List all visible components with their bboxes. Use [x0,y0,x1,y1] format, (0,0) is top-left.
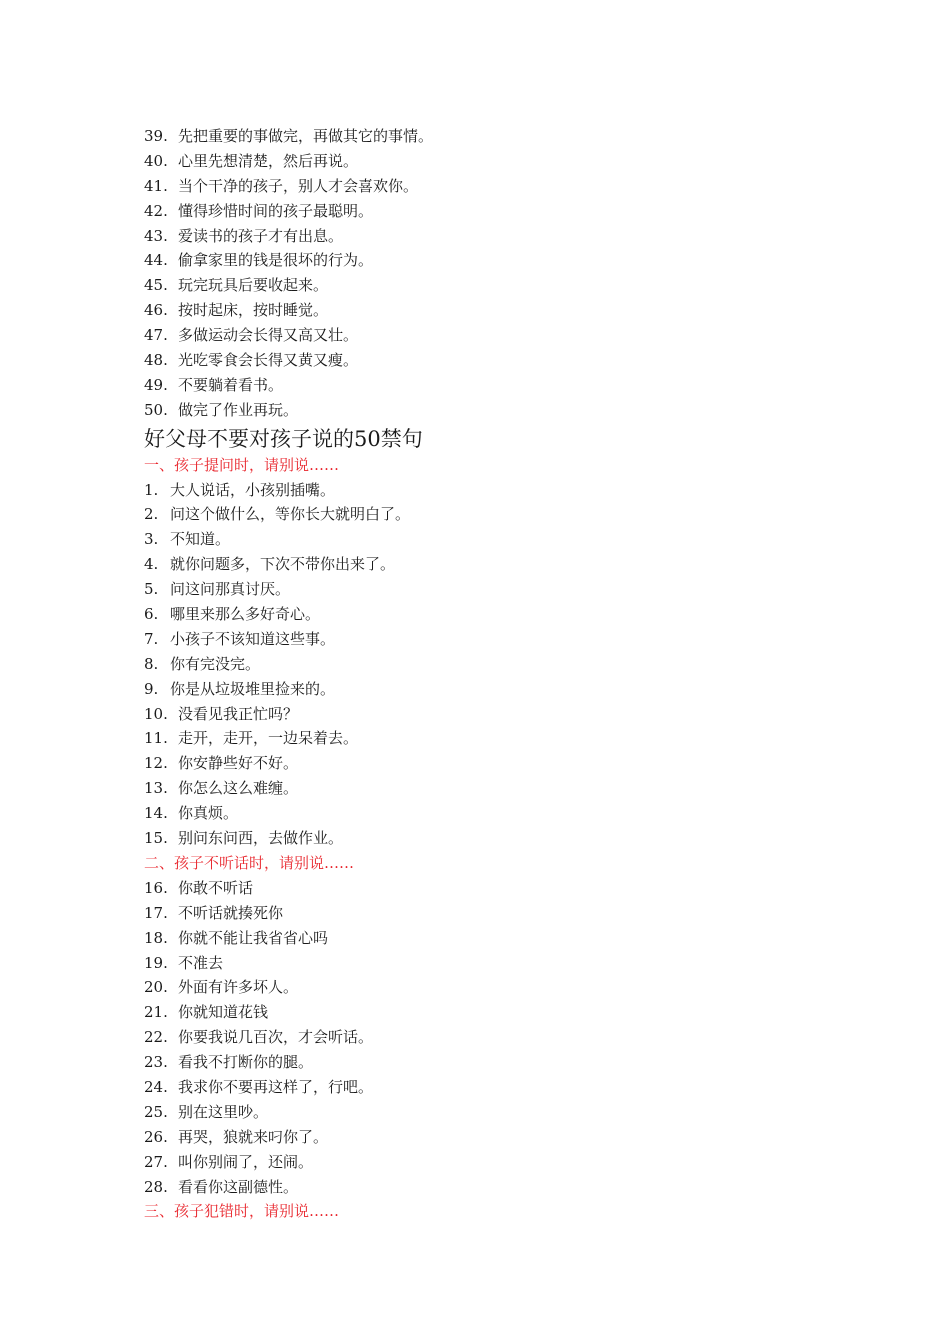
list-item-text: 不听话就揍死你 [178,903,284,922]
list-item-number: 42. [144,201,168,220]
list-item-text: 我求你不要再这样了，行吧。 [178,1077,374,1096]
list-item-number: 4. [144,555,159,574]
list-item-number: 24. [144,1077,168,1096]
list-item-number: 12. [144,754,168,773]
list-item [144,627,844,652]
list-item-number: 9. [144,679,159,698]
list-item [144,1150,844,1175]
list-item-text: 叫你别闹了，还闹。 [178,1152,314,1171]
list-item-text: 懂得珍惜时间的孩子最聪明。 [178,201,374,220]
list-item-number: 41. [144,176,168,195]
list-item [144,199,844,224]
list-item [144,1025,844,1050]
list-item [144,801,844,826]
list-item [144,826,844,851]
list-item [144,677,844,702]
list-item-number: 46. [144,301,168,320]
list-item-text: 就你问题多，下次不带你出来了。 [170,555,396,574]
list-item-number: 28. [144,1177,168,1196]
list-item-number: 3. [144,530,159,549]
list-item-text: 走开，走开，一边呆着去。 [178,729,359,748]
list-item-number: 47. [144,326,168,345]
list-item [144,224,844,249]
list-item [144,901,844,926]
list-item-text: 不知道。 [170,530,231,549]
list-item [144,975,844,1000]
list-item-number: 5. [144,580,159,599]
list-item-number: 26. [144,1127,168,1146]
list-item-text: 别问东问西，去做作业。 [178,829,344,848]
list-item-number: 43. [144,226,168,245]
section-1-list [144,478,844,851]
list-item-number: 13. [144,779,168,798]
list-item [144,1075,844,1100]
list-item-text: 看我不打断你的腿。 [178,1053,314,1072]
list-item [144,478,844,503]
list-item-text: 不要躺着看书。 [178,375,284,394]
list-item-text: 你有完没完。 [170,654,261,673]
list-item-text: 外面有许多坏人。 [178,978,299,997]
list-item-text: 爱读书的孩子才有出息。 [178,226,344,245]
list-item-text: 小孩子不该知道这些事。 [170,629,336,648]
section-title: 好父母不要对孩子说的50禁句 [144,426,423,451]
list-item-text: 再哭，狼就来叼你了。 [178,1127,329,1146]
list-item [144,1125,844,1150]
list-item [144,273,844,298]
list-item [144,1000,844,1025]
list-item-number: 8. [144,654,159,673]
list-item-text: 别在这里吵。 [178,1102,269,1121]
list-item-text: 按时起床，按时睡觉。 [178,301,329,320]
list-item-number: 22. [144,1028,168,1047]
section-heading-1: 一、孩子提问时，请别说…… [144,455,340,474]
list-item-text: 你真烦。 [178,804,239,823]
list-item [144,577,844,602]
list-item [144,1050,844,1075]
list-item [144,398,844,423]
list-item [144,951,844,976]
list-item-text: 你就不能让我省省心吗 [178,928,329,947]
list-item-number: 20. [144,978,168,997]
list-item-number: 18. [144,928,168,947]
list-item-text: 玩完玩具后要收起来。 [178,276,329,295]
list-item-number: 21. [144,1003,168,1022]
list-item [144,876,844,901]
list-item-text: 没看见我正忙吗？ [178,704,299,723]
list-item [144,298,844,323]
list-item [144,373,844,398]
list-item-number: 44. [144,251,168,270]
top-list [144,124,844,423]
list-item [144,726,844,751]
list-item-number: 17. [144,903,168,922]
list-item [144,527,844,552]
list-item [144,323,844,348]
list-item-text: 你要我说几百次，才会听话。 [178,1028,374,1047]
list-item-text: 做完了作业再玩。 [178,400,299,419]
list-item-text: 问这问那真讨厌。 [170,580,291,599]
list-item-number: 40. [144,151,168,170]
list-item-number: 39. [144,127,168,145]
list-item-text: 你敢不听话 [178,878,254,897]
list-item-number: 15. [144,829,168,848]
list-item-number: 27. [144,1152,168,1171]
list-item-text: 你是从垃圾堆里捡来的。 [170,679,336,698]
list-item-number: 45. [144,276,168,295]
list-item-text: 哪里来那么多好奇心。 [170,605,321,624]
list-item-number: 2. [144,505,159,524]
list-item-number: 48. [144,351,168,370]
list-item [144,348,844,373]
list-item [144,149,844,174]
list-item-number: 23. [144,1053,168,1072]
section-heading-3: 三、孩子犯错时，请别说…… [144,1202,340,1221]
list-item [144,174,844,199]
list-item-text: 看看你这副德性。 [178,1177,299,1196]
list-item [144,1175,844,1200]
list-item-number: 10. [144,704,168,723]
list-item-text: 不准去 [178,953,224,972]
list-item-text: 你安静些好不好。 [178,754,299,773]
list-item-text: 你就知道花钱 [178,1003,269,1022]
list-item-number: 19. [144,953,168,972]
list-item-number: 16. [144,878,168,897]
list-item [144,776,844,801]
list-item-text: 你怎么这么难缠。 [178,779,299,798]
list-item-text: 偷拿家里的钱是很坏的行为。 [178,251,374,270]
list-item-text: 问这个做什么，等你长大就明白了。 [170,505,411,524]
list-item-number: 6. [144,605,159,624]
list-item-number: 50. [144,400,168,419]
list-item-number: 25. [144,1102,168,1121]
list-item-text: 大人说话，小孩别插嘴。 [170,480,336,499]
list-item-text: 当个干净的孩子，别人才会喜欢你。 [178,176,419,195]
list-item [144,652,844,677]
list-item [144,502,844,527]
list-item-text: 光吃零食会长得又黄又瘦。 [178,351,359,370]
list-item-number: 7. [144,629,159,648]
list-item [144,124,844,149]
section-heading-2: 二、孩子不听话时，请别说…… [144,853,355,872]
list-item-text: 多做运动会长得又高又壮。 [178,326,359,345]
list-item-number: 14. [144,804,168,823]
document-body [144,124,844,1224]
list-item [144,751,844,776]
list-item [144,602,844,627]
list-item-number: 1. [144,480,159,499]
list-item [144,248,844,273]
list-item [144,1100,844,1125]
section-2-list [144,876,844,1200]
list-item-text: 先把重要的事做完，再做其它的事情。 [178,127,434,145]
list-item [144,702,844,727]
list-item-text: 心里先想清楚，然后再说。 [178,151,359,170]
list-item [144,552,844,577]
list-item [144,926,844,951]
list-item-number: 49. [144,375,168,394]
list-item-number: 11. [144,729,168,748]
